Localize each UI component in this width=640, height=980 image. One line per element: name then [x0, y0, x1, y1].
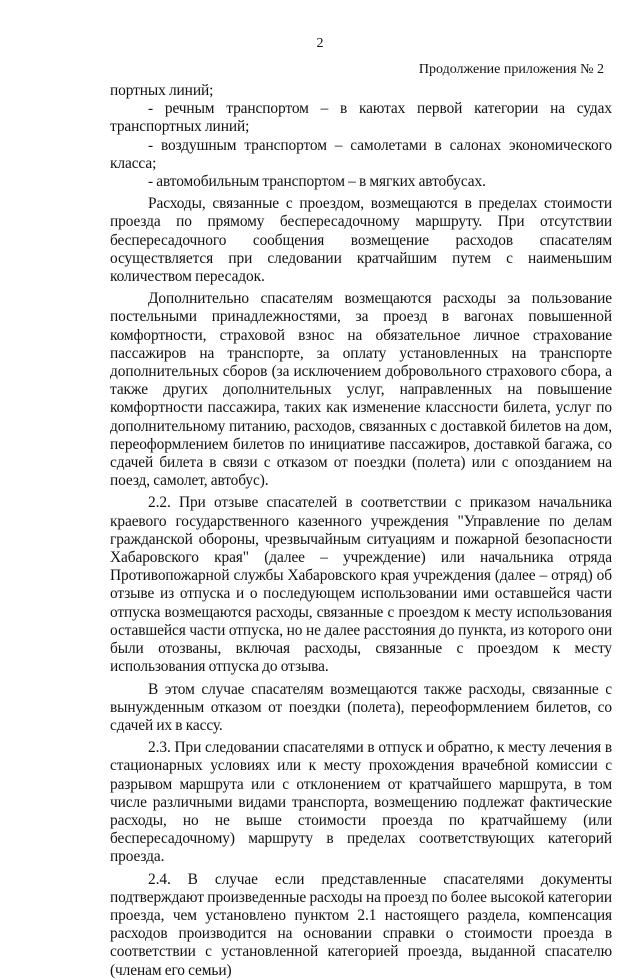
paragraph-recall-refund: В этом случае спасателям возмещаются также расходы, связанные с вынужденным отказом от поездки (полета), переоформлением билетов, со сдачей их в кассу.: [110, 680, 612, 734]
paragraph-2-3-route-deviation: 2.3. При следовании спасателями в отпуск и обратно, к месту лечения в стационарных условиях или к месту прохождения врачебной комиссии с разрывом маршрута или с отклонением от кратчайшего маршрута, в том числе различными видами транспорта, возмещению подлежат фактические расходы, но не выше стоимости проезда по кратчайшему (или беспересадочному) маршруту в пределах соответствующих категорий проезда.: [110, 739, 612, 866]
page-number: 2: [316, 36, 324, 51]
paragraph-air-transport: - воздушным транспортом – самолетами в салонах экономического класса;: [110, 136, 612, 172]
paragraph-road-transport: - автомобильным транспортом – в мягких автобусах.: [148, 173, 486, 191]
paragraph-river-transport: - речным транспортом – в каютах первой категории на судах транспортных линий;: [110, 100, 612, 136]
paragraph-additional-expenses: Дополнительно спасателям возмещаются расходы за пользование постельными принадлежностями, за проезд в вагонах повышенной комфортности, страховой взнос на обязательное личное страхование пассажиров на транспорте, за оплату установленных на транспорте дополнительных сборов (за исключением добровольного страхового сбора, а также других дополнительных услуг, направленных на повышение комфортности пассажира, таких как изменение классности билета, услуг по дополнительному питанию, расходов, связанных с доставкой билетов на дом, переоформлением билетов по инициативе пассажиров, доставкой багажа, со сдачей билета в связи с отказом от поездки (полета) или с опозданием на поезд, самолет, автобус).: [110, 290, 612, 490]
paragraph-2-4-higher-category: 2.4. В случае если представленные спасателями документы подтверждают произведенные расходы на проезд по более высокой категории проезда, чем установлено пунктом 2.1 настоящего раздела, компенсация расходов производится на основании справки о стоимости проезда в соответствии с установленной категорией проезда, выданной спасателю (членам его семьи): [110, 870, 612, 979]
paragraph-2-2-recall: 2.2. При отзыве спасателей в соответствии с приказом начальника краевого государственного казенного учреждения "Управление по делам гражданской обороны, чрезвычайным ситуациям и пожарной безопасности Хабаровского края" (далее – учреждение) или начальника отряда Противопожарной службы Хабаровского края учреждения (далее – отряд) об отзыве из отпуска и о последующем использовании ими оставшейся части отпуска возмещаются расходы, связанные с проездом к месту использования оставшейся части отпуска, но не далее расстояния до пункта, из которого они были отозваны, включая расходы, связанные с проездом к месту использования отпуска до отзыва.: [110, 494, 612, 676]
annex-continuation-label: Продолжение приложения № 2: [418, 62, 604, 77]
document-body: [110, 82, 612, 980]
paragraph-direct-route: Расходы, связанные с проездом, возмещаются в пределах стоимости проезда по прямому беспересадочному маршруту. При отсутствии беспересадочного сообщения возмещение расходов спасателям осуществляется при следовании кратчайшим путем с наименьшим количеством пересадок.: [110, 195, 612, 286]
paragraph-continuation: портных линий;: [110, 82, 214, 99]
